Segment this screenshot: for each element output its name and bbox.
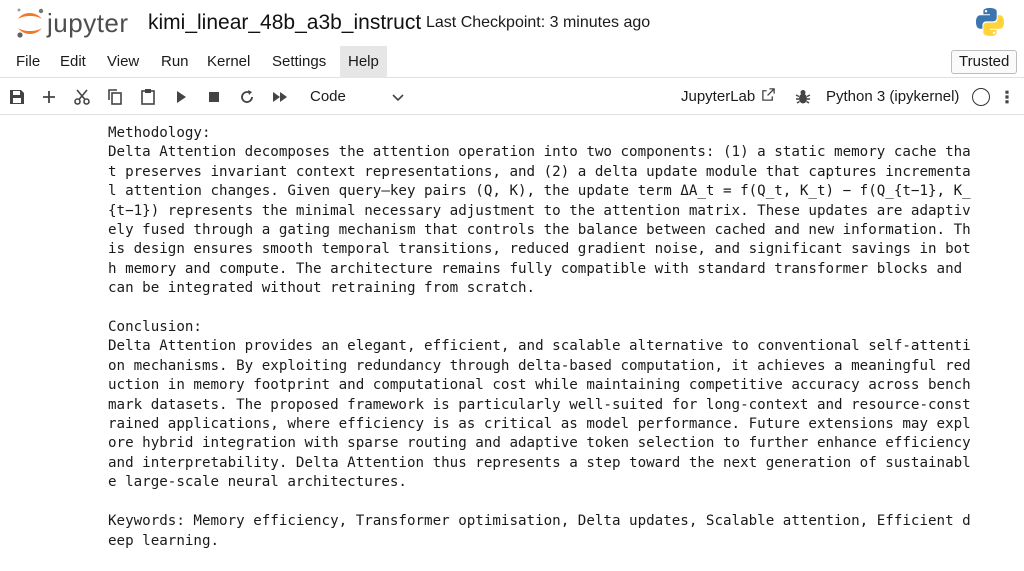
- output-line: Conclusion:: [108, 319, 202, 336]
- output-line: t preserves invariant context representations, and (2) a delta update module that captures incrementa: [108, 163, 971, 180]
- output-line: uction in memory footprint and computational cost while maintaining competitive accuracy across bench: [108, 377, 971, 394]
- menu-view[interactable]: View: [107, 53, 140, 70]
- top-header: [0, 0, 1024, 46]
- jupyter-logo[interactable]: [14, 6, 134, 40]
- keywords-section: [108, 512, 1012, 551]
- output-line: l attention changes. Given query–key pairs (Q, K), the update term ΔA_t = f(Q_t, K_t) − f(Q_{t−1}, K_: [108, 183, 971, 200]
- jupyter-logo-icon: [14, 6, 48, 40]
- notebook-title[interactable]: kimi_linear_48b_a3b_instruct: [148, 11, 422, 34]
- notebook-toolbar: [0, 79, 1024, 115]
- run-all-icon[interactable]: [270, 87, 290, 107]
- save-icon[interactable]: [7, 87, 27, 107]
- output-line: Keywords: Memory efficiency, Transformer optimisation, Delta updates, Scalable attention, Efficient d: [108, 513, 971, 530]
- run-icon[interactable]: [171, 87, 191, 107]
- kernel-status-indicator: [972, 88, 990, 106]
- output-line: is design ensures smooth temporal transitions, reduced gradient noise, and significant savings in bot: [108, 241, 971, 258]
- output-line: ely fused through a gating mechanism that controls the balance between cached and new information. Th: [108, 222, 971, 239]
- open-jupyterlab-link[interactable]: [681, 86, 776, 108]
- output-line: on mechanisms. By exploiting redundancy through delta-based computation, it achieves a meaningful red: [108, 357, 971, 374]
- stop-icon[interactable]: [204, 87, 224, 107]
- cell-type-select[interactable]: [302, 85, 414, 109]
- jupyterlab-label: JupyterLab: [681, 88, 756, 105]
- output-line: and interpretability. Delta Attention thus represents a step toward the next generation of sustainabl: [108, 454, 971, 471]
- output-line: ore hybrid integration with sparse routing and adaptive token selection to further enhance efficiency: [108, 435, 971, 452]
- kernel-menu-icon[interactable]: [999, 89, 1019, 109]
- external-link-icon: [761, 87, 776, 102]
- menu-file[interactable]: File: [16, 53, 41, 70]
- output-line: h memory and compute. The architecture remains fully compatible with standard transformer blocks and: [108, 260, 971, 277]
- output-line: Delta Attention decomposes the attention operation into two components: (1) a static memory cache tha: [108, 144, 971, 161]
- cell-type-value: Code: [310, 88, 346, 105]
- copy-icon[interactable]: [105, 87, 125, 107]
- chevron-down-icon: [390, 89, 406, 105]
- menu-help[interactable]: Help: [340, 46, 387, 78]
- output-line: eep learning.: [108, 532, 220, 549]
- trusted-button[interactable]: Trusted: [951, 50, 1017, 74]
- kernel-name[interactable]: Python 3 (ipykernel): [826, 88, 960, 105]
- menu-edit[interactable]: Edit: [60, 53, 86, 70]
- methodology-section: [108, 124, 1012, 299]
- blank-line: [108, 493, 1012, 512]
- cell-output: [108, 124, 1012, 551]
- output-line: can be integrated without retraining from scratch.: [108, 280, 536, 297]
- cut-icon[interactable]: [72, 87, 92, 107]
- jupyter-logo-text: jupyter: [47, 8, 129, 38]
- blank-line: [108, 299, 1012, 318]
- menu-kernel[interactable]: Kernel: [207, 53, 251, 70]
- output-line: Methodology:: [108, 125, 211, 141]
- conclusion-section: [108, 318, 1012, 493]
- output-line: Delta Attention provides an elegant, efficient, and scalable alternative to conventional self-attenti: [108, 338, 971, 355]
- output-line: rained applications, where efficiency is as critical as model performance. Future extensions may expl: [108, 416, 971, 433]
- python-logo-icon: [974, 6, 1006, 38]
- output-line: {t−1}) represents the minimal necessary adjustment to the attention matrix. These updates are adaptiv: [108, 202, 971, 219]
- paste-icon[interactable]: [138, 87, 158, 107]
- menu-bar: [0, 46, 1024, 78]
- output-line: mark datasets. The proposed framework is particularly well-suited for long-context and resource-const: [108, 396, 971, 413]
- menu-run[interactable]: Run: [161, 53, 189, 70]
- add-cell-icon[interactable]: [39, 87, 59, 107]
- restart-icon[interactable]: [237, 87, 257, 107]
- output-line: e large-scale neural architectures.: [108, 474, 407, 491]
- bug-icon[interactable]: [793, 87, 813, 107]
- menu-settings[interactable]: Settings: [272, 53, 327, 70]
- checkpoint-status: Last Checkpoint: 3 minutes ago: [426, 14, 651, 31]
